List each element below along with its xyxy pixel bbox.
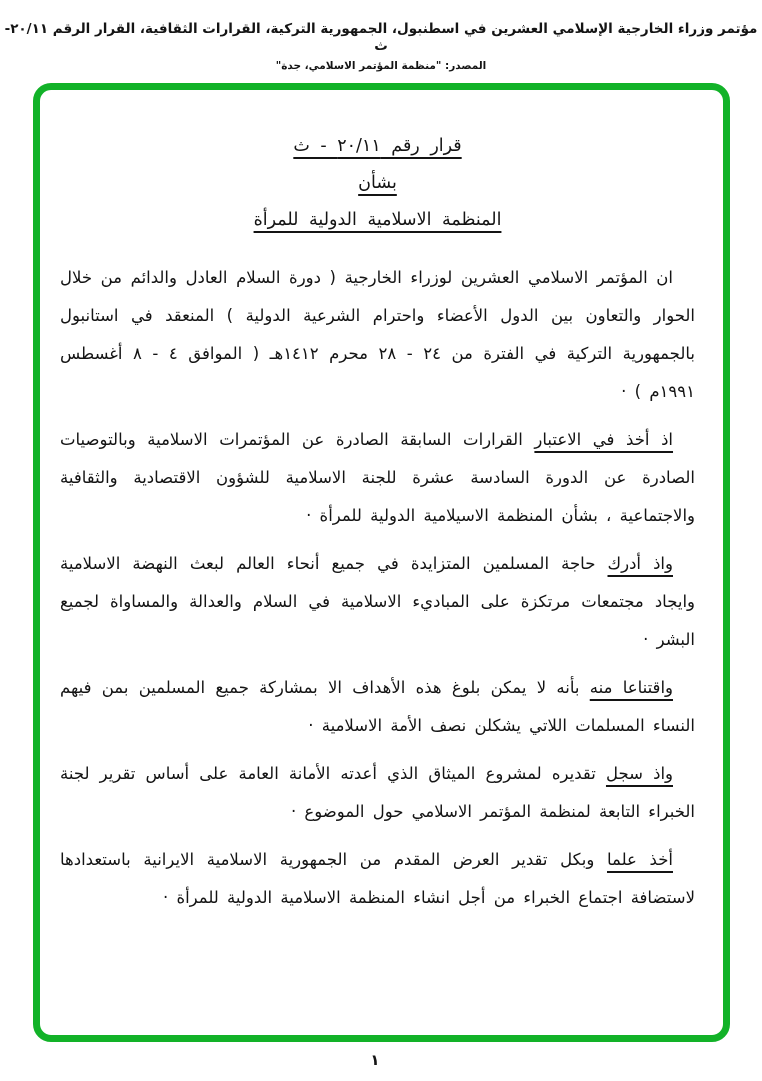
resolution-number-title: قرار رقم ٢٠/١١ - ث	[293, 136, 462, 156]
paragraph-body: ان المؤتمر الاسلامي العشرين لوزراء الخارجية ( دورة السلام العادل والدائم من خلال الحوار والتعاون بين الدول الأعضاء واحترام الشرعية الدولية ) المنعقد في استانبول بالجمهورية التركية في الفترة من ٢٤ - ٢٨ محرم ١٤١٢هـ ( الموافق ٤ - ٨ أغسطس ١٩٩١م ) ·	[60, 268, 695, 401]
page-number: ١	[370, 1051, 380, 1069]
resolution-subject-word: بشأن	[358, 173, 397, 193]
paragraph-recognizing	[60, 545, 695, 659]
paragraph-body: وبكل تقدير العرض المقدم من الجمهورية الاسلامية الايرانية باستعدادها لاستضافة اجتماع الخبراء من أجل انشاء المنظمة الاسلامية الدولية للمرأة ·	[60, 850, 695, 907]
paragraph-body: تقديره لمشروع الميثاق الذي أعدته الأمانة العامة على أساس تقرير لجنة الخبراء التابعة لمنظمة المؤتمر الاسلامي حول الموضوع ·	[60, 764, 695, 821]
paragraph-taking-into-account	[60, 421, 695, 535]
paragraph-taking-note-offer	[60, 841, 695, 917]
header-source-line: المصدر: "منظمة المؤتمر الاسلامي، جدة"	[275, 60, 487, 72]
document-header	[0, 0, 762, 72]
paragraph-body: القرارات السابقة الصادرة عن المؤتمرات الاسلامية وبالتوصيات الصادرة عن الدورة السادسة عشرة للجنة الاسلامية للشؤون الاقتصادية والثقافية والاجتماعية ، بشأن المنظمة الاسيلامية الدولية للمرأة ·	[60, 430, 695, 525]
paragraph-preamble	[60, 259, 695, 411]
paragraph-convinced	[60, 669, 695, 745]
resolution-organization-title: المنظمة الاسلامية الدولية للمرأة	[253, 210, 502, 230]
paragraph-body: بأنه لا يمكن بلوغ هذه الأهداف الا بمشاركة جميع المسلمين بمن فيهم النساء المسلمات اللاتي يشكلن نصف الأمة الاسلامية ·	[60, 678, 695, 735]
paragraph-lead: اذ أخذ في الاعتبار	[534, 430, 674, 449]
paragraph-lead: واذ أدرك	[607, 554, 673, 573]
green-border-frame	[33, 83, 730, 1042]
paragraph-lead: واقتناعا منه	[589, 678, 673, 697]
paragraph-lead: واذ سجل	[605, 764, 673, 783]
paragraph-body: حاجة المسلمين المتزايدة في جميع أنحاء العالم لبعث النهضة الاسلامية وايجاد مجتمعات مرتكزة على المباديء الاسلامية في السلام والعدالة والمساواة لجميع البشر ·	[60, 554, 695, 649]
header-citation-line: مؤتمر وزراء الخارجية الإسلامي العشرين في اسطنبول، الجمهورية التركية، القرارات الثقافية، القرار الرقم ٢٠/١١-ث	[4, 21, 758, 54]
paragraph-lead: أخذ علما	[607, 850, 673, 869]
resolution-title-block	[60, 128, 695, 239]
paragraph-noting-appreciation	[60, 755, 695, 831]
